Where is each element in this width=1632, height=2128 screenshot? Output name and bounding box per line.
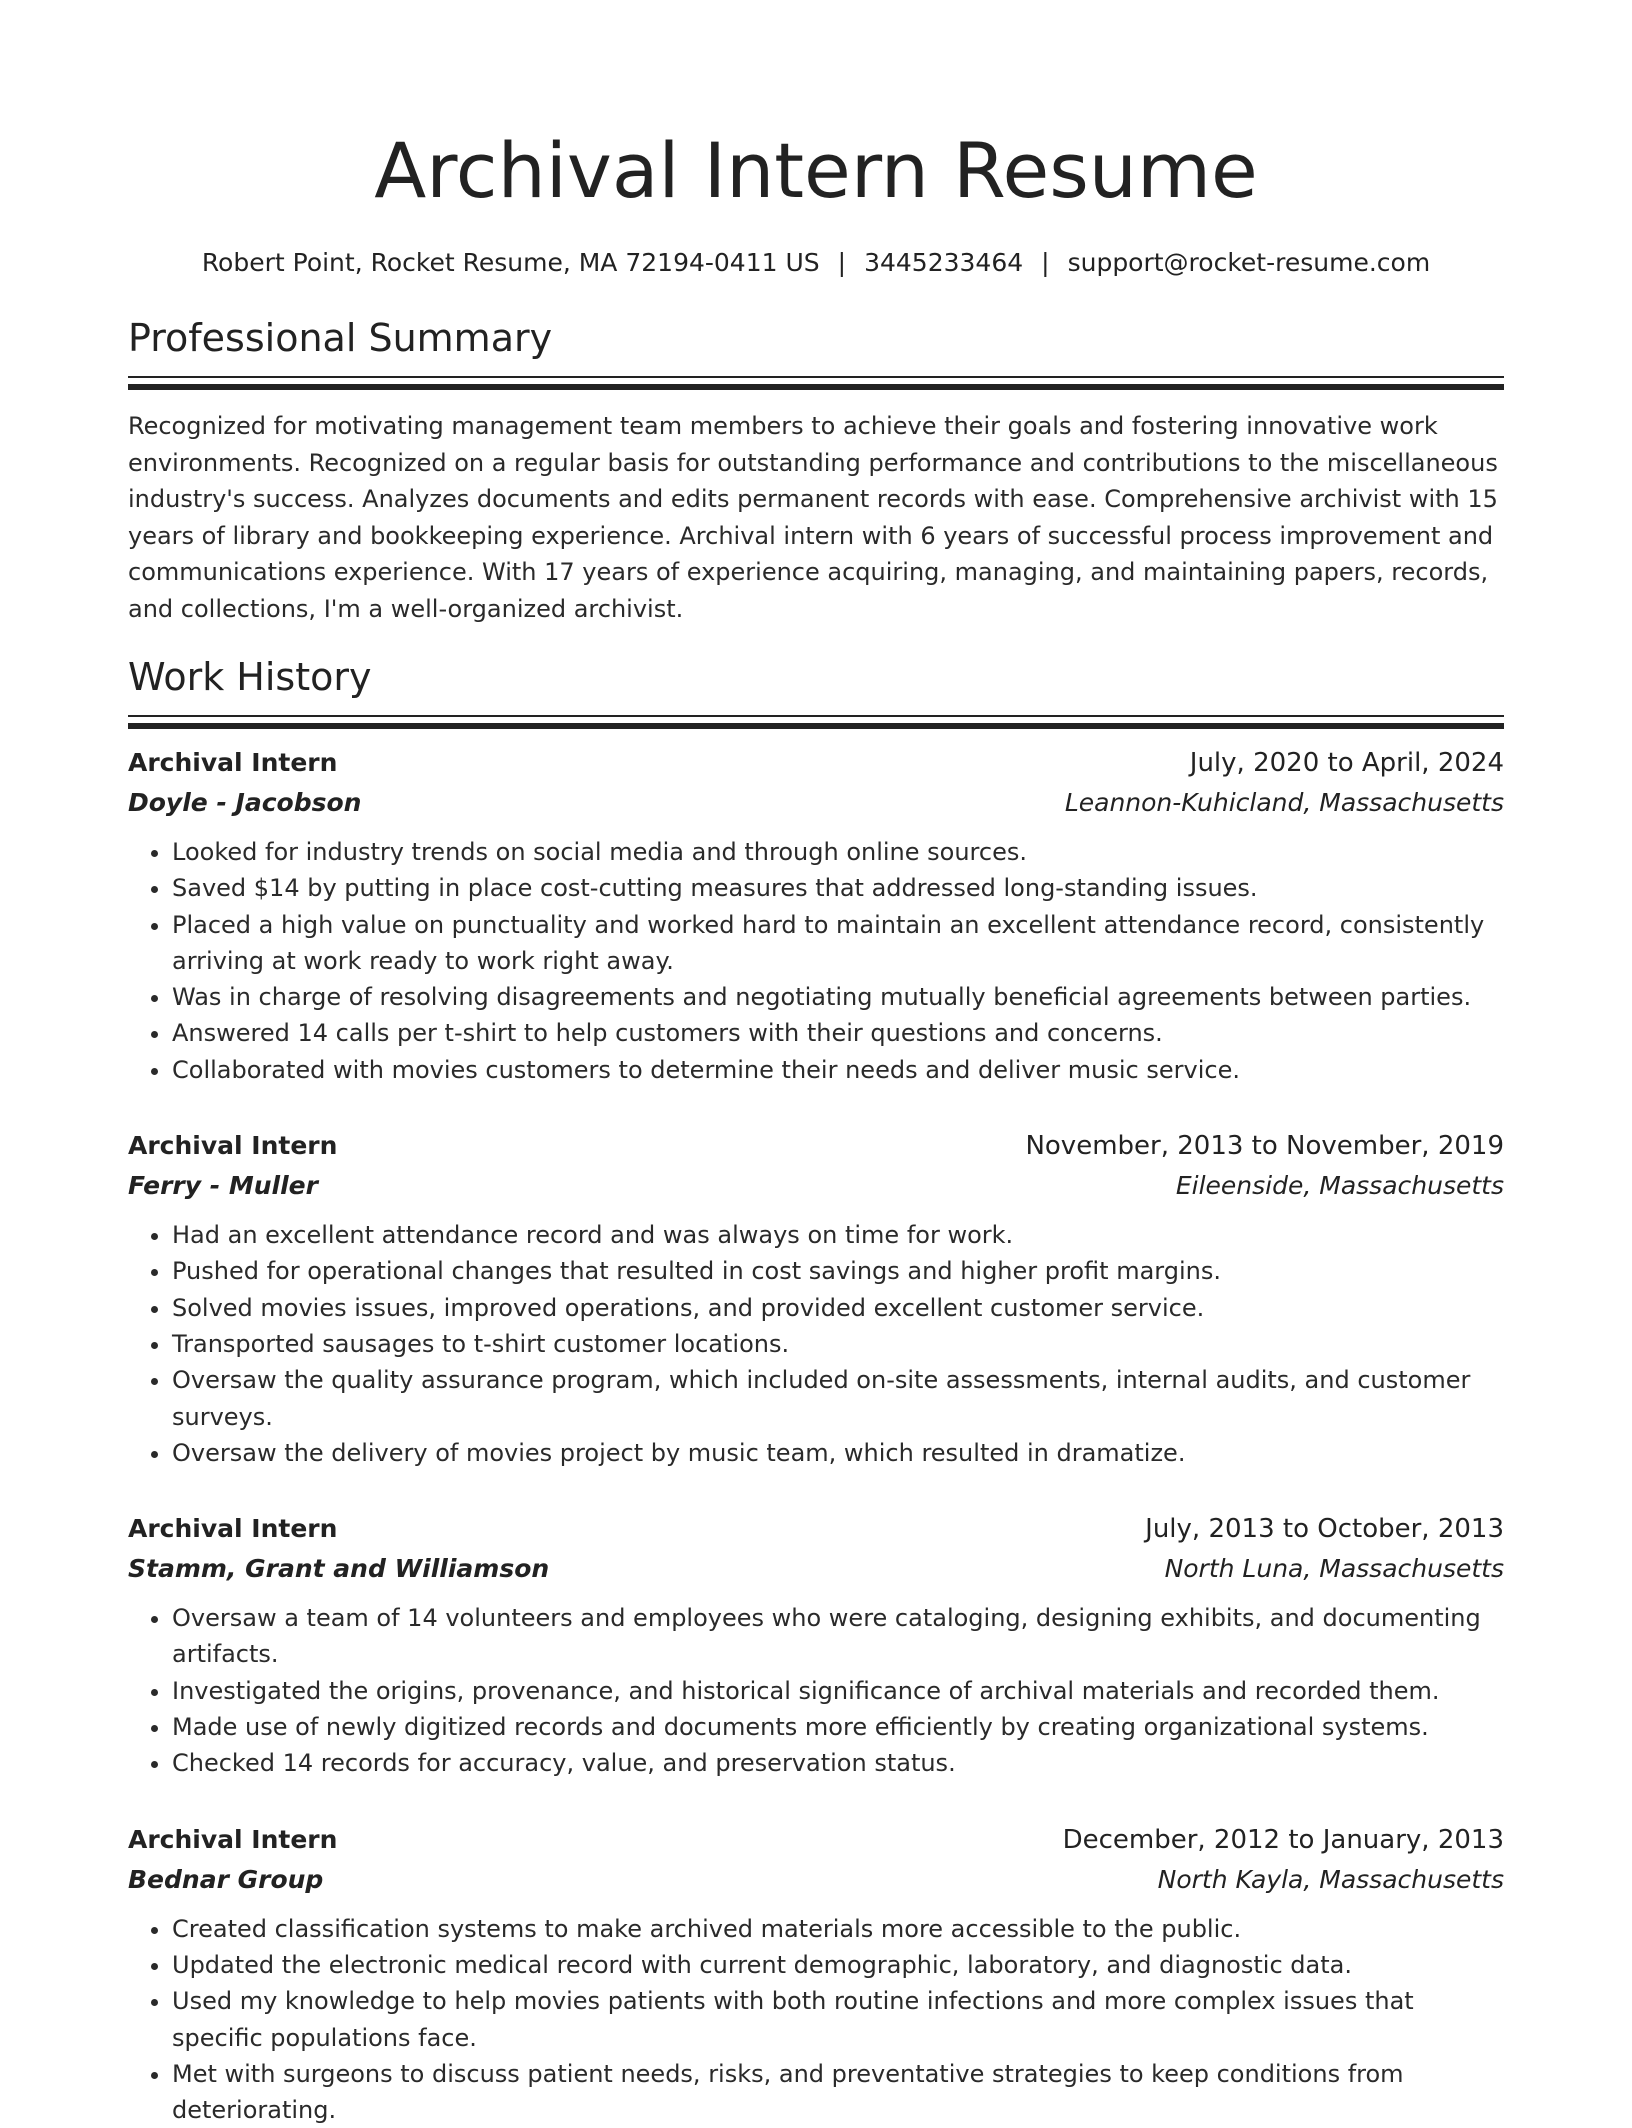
job-bullet: • Used my knowledge to help movies patients with both routine infections and more complex issues that specific populations face.	[172, 1983, 1504, 2056]
job-location: North Luna, Massachusetts	[1164, 1554, 1504, 1584]
job-bullet: • Oversaw the delivery of movies project by music team, which resulted in dramatize.	[172, 1435, 1504, 1471]
job-dates: November, 2013 to November, 2019	[1025, 1131, 1504, 1162]
job-subheader-row	[128, 1860, 1504, 1899]
job-dates: July, 2013 to October, 2013	[1145, 1514, 1504, 1545]
job-subheader-row	[128, 1549, 1504, 1588]
job-company: Doyle - Jacobson	[128, 788, 362, 817]
section-divider-thick	[128, 384, 1504, 390]
job-bullet: • Updated the electronic medical record with current demographic, laboratory, and diagnostic data.	[172, 1947, 1504, 1983]
job-bullet: • Oversaw a team of 14 volunteers and employees who were cataloging, designing exhibits, and documenting artifacts.	[172, 1600, 1504, 1673]
job-list	[128, 743, 1504, 2128]
job-bullet: • Had an excellent attendance record and was always on time for work.	[172, 1217, 1504, 1253]
job-bullet: • Placed a high value on punctuality and worked hard to maintain an excellent attendance record, consistently arriving at work ready to work right away.	[172, 907, 1504, 980]
job-bullet: • Investigated the origins, provenance, and historical significance of archival materials and recorded them.	[172, 1673, 1504, 1709]
resume-page	[128, 0, 1504, 2128]
summary-heading: Professional Summary	[128, 316, 553, 360]
job-bullet: • Solved movies issues, improved operations, and provided excellent customer service.	[172, 1290, 1504, 1326]
job-entry	[128, 743, 1504, 1088]
job-title: Archival Intern	[128, 1514, 338, 1544]
job-location: Leannon-Kuhicland, Massachusetts	[1064, 788, 1504, 817]
job-bullet: • Checked 14 records for accuracy, value, and preservation status.	[172, 1745, 1504, 1781]
job-header-row	[128, 1820, 1504, 1860]
job-subheader-row	[128, 1166, 1504, 1205]
section-divider	[128, 715, 1504, 717]
section-divider-thick	[128, 723, 1504, 729]
job-bullet: • Created classification systems to make archived materials more accessible to the public.	[172, 1911, 1504, 1947]
summary-text: Recognized for motivating management team members to achieve their goals and fostering innovative work environments. Recognized on a regular basis for outstanding performance and contributions to the miscellaneous industry's success. Analyzes documents and edits permanent records with ease. Comprehensive archivist with 15 years of library and bookkeeping experience. Archival intern with 6 years of successful process improvement and communications experience. With 17 years of experience acquiring, managing, and maintaining papers, records, and collections, I'm a well-organized archivist.	[128, 412, 1498, 623]
job-bullet: • Transported sausages to t-shirt customer locations.	[172, 1326, 1504, 1362]
job-header-row	[128, 1509, 1504, 1549]
job-bullet-list	[128, 1217, 1504, 1471]
job-company: Ferry - Muller	[128, 1171, 318, 1201]
job-company: Stamm, Grant and Williamson	[128, 1554, 550, 1584]
job-bullet: • Met with surgeons to discuss patient needs, risks, and preventative strategies to keep conditions from deteriorating.	[172, 2056, 1504, 2128]
job-bullet: • Saved $14 by putting in place cost-cutting measures that addressed long-standing issues.	[172, 870, 1504, 906]
resume-title: Archival Intern Resume	[374, 126, 1258, 215]
job-title: Archival Intern	[128, 1131, 338, 1161]
job-entry	[128, 1126, 1504, 1471]
job-header-row	[128, 743, 1504, 783]
job-bullet: • Oversaw the quality assurance program, which included on-site assessments, internal audits, and customer surveys.	[172, 1362, 1504, 1435]
job-company: Bednar Group	[128, 1864, 324, 1894]
job-header-row	[128, 1126, 1504, 1166]
job-dates: December, 2012 to January, 2013	[1062, 1824, 1504, 1855]
section-divider	[128, 376, 1504, 378]
job-dates: July, 2020 to April, 2024	[1189, 748, 1504, 778]
job-title: Archival Intern	[128, 748, 338, 777]
job-bullet: • Answered 14 calls per t-shirt to help customers with their questions and concerns.	[172, 1015, 1504, 1051]
job-bullet: • Made use of newly digitized records and documents more efficiently by creating organizational systems.	[172, 1709, 1504, 1745]
job-subheader-row	[128, 783, 1504, 822]
job-bullet-list	[128, 1911, 1504, 2128]
job-entry	[128, 1509, 1504, 1781]
job-bullet: • Pushed for operational changes that resulted in cost savings and higher profit margins.	[172, 1253, 1504, 1289]
job-bullet-list	[128, 1600, 1504, 1781]
job-location: North Kayla, Massachusetts	[1157, 1864, 1504, 1894]
contact-separator: |	[1041, 248, 1050, 277]
job-location: Eileenside, Massachusetts	[1175, 1171, 1504, 1201]
job-bullet: • Collaborated with movies customers to determine their needs and deliver music service.	[172, 1052, 1504, 1088]
job-entry	[128, 1820, 1504, 2128]
job-title: Archival Intern	[128, 1824, 338, 1854]
job-bullet: • Was in charge of resolving disagreements and negotiating mutually beneficial agreements between parties.	[172, 979, 1504, 1015]
work-history-heading: Work History	[128, 655, 372, 699]
job-bullet-list	[128, 834, 1504, 1088]
summary-section	[128, 312, 1504, 627]
job-bullet: • Looked for industry trends on social media and through online sources.	[172, 834, 1504, 870]
contact-line	[128, 246, 1504, 280]
contact-address: Robert Point, Rocket Resume, MA 72194-0411 US	[201, 248, 820, 277]
contact-separator: |	[837, 248, 847, 277]
contact-phone: 3445233464	[864, 248, 1024, 277]
work-history-section	[128, 651, 1504, 2128]
contact-email: support@rocket-resume.com	[1067, 248, 1431, 277]
